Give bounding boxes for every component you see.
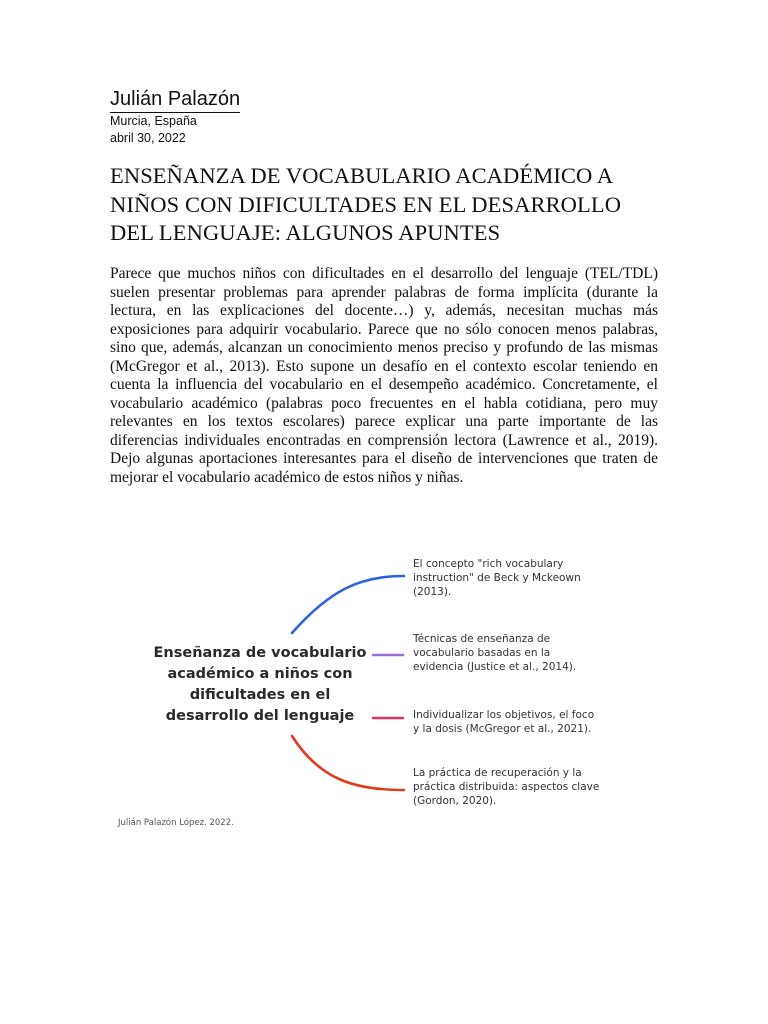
author-name: Julián Palazón <box>110 86 240 113</box>
mind-map-connectors <box>0 540 768 840</box>
branch-label-line: práctica distribuida: aspectos clave <box>413 781 600 793</box>
article-title-line: DEL LENGUAJE: ALGUNOS APUNTES <box>110 220 501 245</box>
branch-label-line: y la dosis (McGregor et al., 2021). <box>413 723 592 735</box>
article-title-line: NIÑOS CON DIFICULTADES EN EL DESARROLLO <box>110 191 622 217</box>
branch-label-line: (Gordon, 2020). <box>413 795 497 807</box>
article-title <box>110 162 670 248</box>
branch-label-2 <box>413 632 613 674</box>
branch-label-line: evidencia (Justice et al., 2014). <box>413 661 577 673</box>
branch-label-line: Individualizar los objetivos, el foco <box>413 709 595 721</box>
branch-label-3 <box>413 708 613 736</box>
central-topic-line: Enseñanza de vocabulario <box>153 645 367 661</box>
mind-map <box>0 540 768 840</box>
branch-connector-1 <box>292 576 404 633</box>
central-topic <box>150 643 370 727</box>
publish-date: abril 30, 2022 <box>110 131 186 145</box>
central-topic-line: desarrollo del lenguaje <box>165 708 355 724</box>
central-topic-line: dificultades en el <box>189 687 331 703</box>
central-topic-line: académico a niños con <box>167 666 353 682</box>
branch-label-line: La práctica de recuperación y la <box>413 767 582 779</box>
branch-label-1 <box>413 557 613 599</box>
branch-label-line: Técnicas de enseñanza de <box>413 633 551 645</box>
branch-label-4 <box>413 766 613 808</box>
branch-label-line: instruction" de Beck y Mckeown <box>413 572 581 584</box>
location: Murcia, España <box>110 114 197 128</box>
branch-label-line: (2013). <box>413 586 452 598</box>
branch-label-line: vocabulario basadas en la <box>413 647 551 659</box>
image-caption: Julián Palazón López. 2022. <box>118 818 234 828</box>
branch-label-line: El concepto "rich vocabulary <box>413 558 564 570</box>
article-paragraph: Parece que muchos niños con dificultades en el desarrollo del lenguaje (TEL/TDL) suelen presentar problemas para aprender palabras de forma implícita (durante la lectura, en las explicaciones del docente…) y, además, necesitan muchas más exposiciones para adquirir vocabulario. Parece que no sólo conocen menos palabras, sino que, además, alcanzan un conocimiento menos preciso y profundo de las mismas (McGregor et al., 2013). Esto supone un desafío en el contexto escolar teniendo en cuenta la influencia del vocabulario en el desempeño académico. Concretamente, el vocabulario académico (palabras poco frecuentes en el habla cotidiana, pero muy relevantes en los textos escolares) parece explicar una parte importante de las diferencias individuales encontradas en comprensión lectora (Lawrence et al., 2019). Dejo algunas aportaciones interesantes para el diseño de intervenciones que traten de mejorar el vocabulario académico de estos niños y niñas. <box>110 265 658 486</box>
branch-connector-4 <box>292 736 404 790</box>
article-title-line: ENSEÑANZA DE VOCABULARIO ACADÉMICO A <box>110 163 614 188</box>
